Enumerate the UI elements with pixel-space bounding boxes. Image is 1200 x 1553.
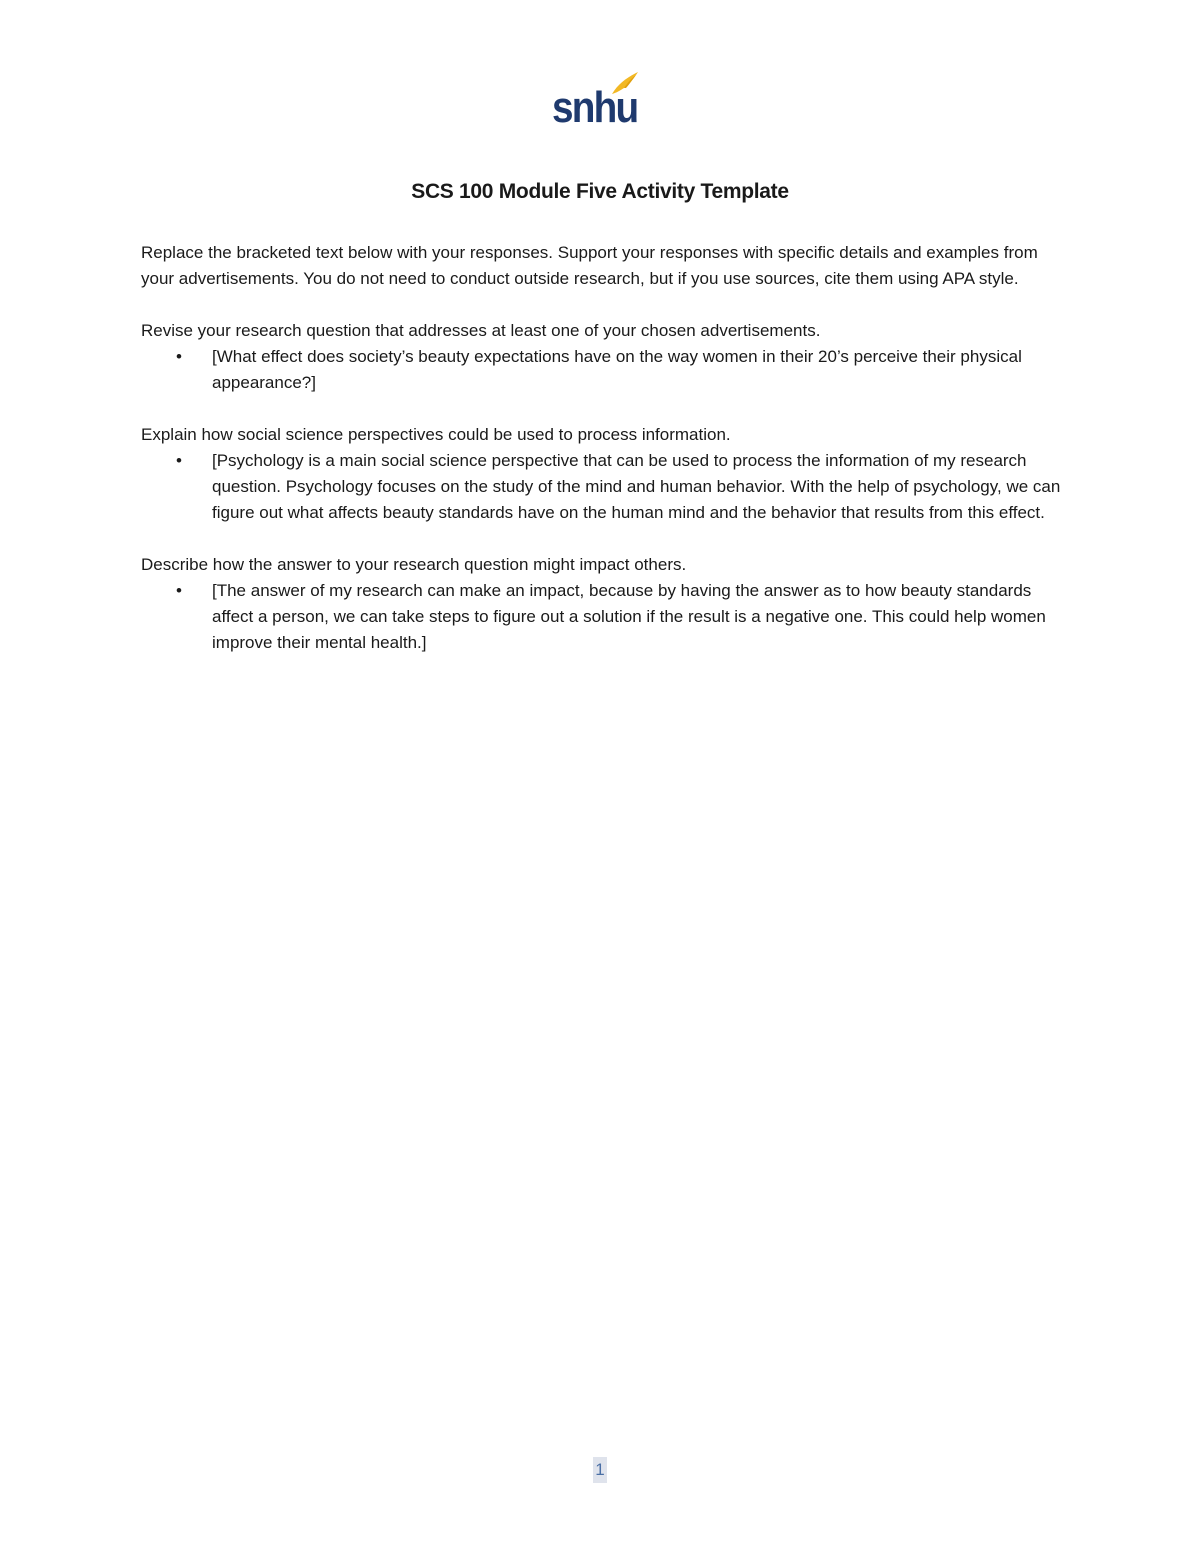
snhu-logo bbox=[552, 70, 642, 136]
response-text: [What effect does society’s beauty expectations have on the way women in their 20’s perceive their physical appearance?] bbox=[212, 347, 1022, 392]
response-text: [Psychology is a main social science perspective that can be used to process the information of my research question. Psychology focuses on the study of the mind and human behavior. With the help of psychology, we can figure out what affects beauty standards have on the human mind and the behavior that results from this effect. bbox=[212, 451, 1061, 522]
response-list bbox=[141, 448, 1061, 526]
page-title: SCS 100 Module Five Activity Template bbox=[411, 180, 789, 203]
section-prompt-perspectives: Explain how social science perspectives could be used to process information. bbox=[141, 425, 731, 444]
bullet-icon: • bbox=[176, 581, 182, 600]
list-item bbox=[141, 578, 1061, 656]
bullet-icon: • bbox=[176, 347, 182, 366]
list-item bbox=[141, 448, 1061, 526]
logo-wordmark: snhu bbox=[552, 83, 638, 132]
section-prompt-impact: Describe how the answer to your research question might impact others. bbox=[141, 555, 687, 574]
list-item bbox=[141, 344, 1061, 396]
response-list bbox=[141, 578, 1061, 656]
page-number: 1 bbox=[593, 1457, 607, 1483]
bullet-icon: • bbox=[176, 451, 182, 470]
response-list bbox=[141, 344, 1061, 396]
instructions: Replace the bracketed text below with your responses. Support your responses with specific details and examples from your advertisements. You do not need to conduct outside research, but if you use sources, cite them using APA style. bbox=[141, 243, 1038, 288]
document-body bbox=[141, 240, 1061, 682]
response-text: [The answer of my research can make an impact, because by having the answer as to how beauty standards affect a person, we can take steps to figure out a solution if the result is a negative one. This could help women improve their mental health.] bbox=[212, 581, 1046, 652]
section-prompt-research-question: Revise your research question that addresses at least one of your chosen advertisements. bbox=[141, 321, 821, 340]
